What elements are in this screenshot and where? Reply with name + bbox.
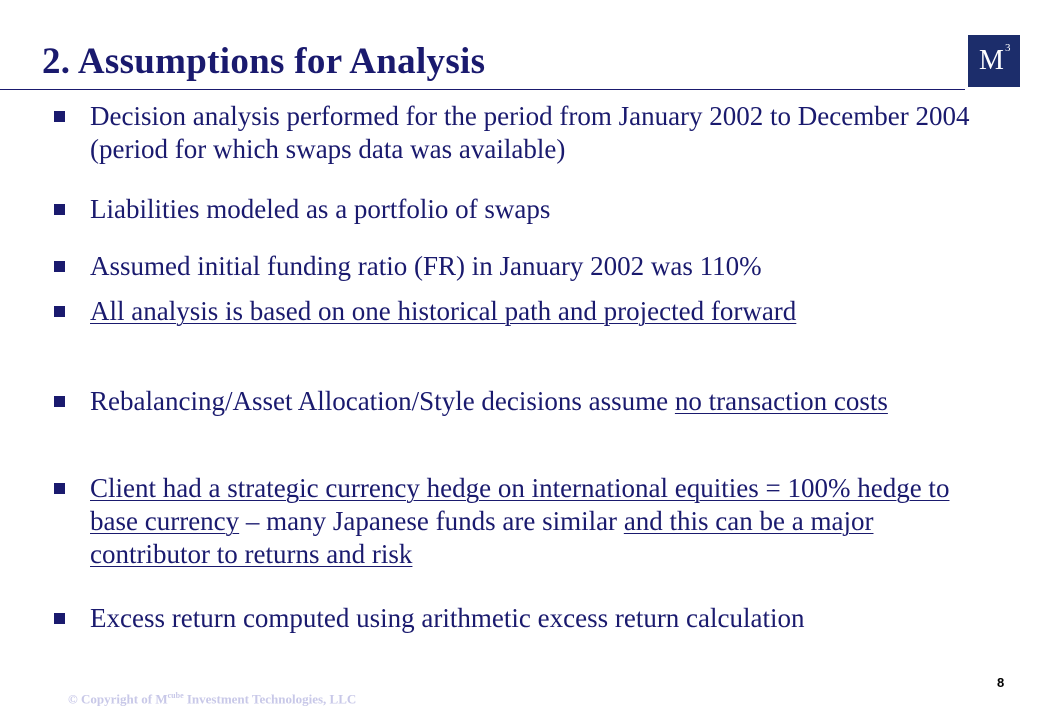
bullet-underlined-text: no transaction costs — [674, 386, 888, 416]
footer-superscript: cube — [167, 691, 184, 700]
bullet-text-segment: Assumed initial funding ratio (FR) in January 2002 was 110% — [90, 251, 762, 281]
bullet-square-icon — [54, 306, 65, 317]
bullet-item — [54, 602, 984, 635]
logo-superscript: 3 — [1005, 42, 1011, 54]
company-logo — [968, 35, 1020, 87]
bullet-underlined-text: Client had a strategic currency hedge on international equities = 100% hedge to base currency — [90, 473, 950, 536]
bullet-item — [54, 385, 984, 418]
slide-title: 2. Assumptions for Analysis — [42, 41, 486, 82]
bullet-text — [90, 250, 984, 283]
bullet-underlined-text: and this can be a major contributor to returns and risk — [90, 506, 874, 569]
page-number: 8 — [997, 675, 1005, 690]
bullet-square-icon — [54, 396, 65, 407]
bullet-text — [90, 472, 984, 571]
bullet-item — [54, 472, 984, 571]
bullet-text-segment: Rebalancing/Asset Allocation/Style decisions assume — [90, 386, 675, 416]
bullet-square-icon — [54, 111, 65, 122]
bullet-square-icon — [54, 261, 65, 272]
bullet-item — [54, 193, 984, 226]
title-divider — [0, 89, 965, 90]
bullet-text — [90, 193, 984, 226]
bullet-text — [90, 385, 984, 418]
bullet-square-icon — [54, 483, 65, 494]
bullet-text-segment: Excess return computed using arithmetic excess return calculation — [90, 603, 805, 633]
bullet-text — [90, 295, 984, 328]
bullet-item — [54, 250, 984, 283]
bullet-underlined-text: All analysis is based on one historical path and projected forward — [90, 296, 797, 326]
bullet-item — [54, 295, 984, 328]
bullet-text — [90, 602, 984, 635]
footer-suffix: Investment Technologies, LLC — [183, 691, 357, 707]
footer-prefix: © Copyright of M — [68, 691, 168, 707]
bullet-square-icon — [54, 204, 65, 215]
bullet-text-segment: – many Japanese funds are similar — [239, 506, 624, 536]
bullet-square-icon — [54, 613, 65, 624]
bullet-item — [54, 100, 984, 166]
logo-letter: M — [979, 45, 1004, 76]
bullet-text-segment: Decision analysis performed for the period from January 2002 to December 2004 (period for which swaps data was available) — [90, 101, 970, 164]
copyright-footer — [68, 691, 356, 707]
bullet-text-segment: Liabilities modeled as a portfolio of swaps — [90, 194, 551, 224]
bullet-text — [90, 100, 984, 166]
